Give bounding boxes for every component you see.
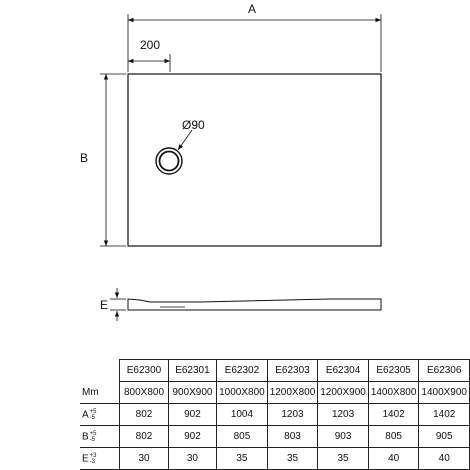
tray-side-profile [128,299,381,310]
table-row [80,426,470,448]
table-size-row-label: Mm [82,386,99,398]
dim-a-label: A [247,2,257,16]
drain-icon [156,148,182,174]
tolerance [90,453,97,465]
table-size-cell: 1200X900 [318,382,369,404]
table-cell: 1402 [419,404,470,426]
table-cell: 805 [217,426,268,448]
table-size-cell: 1000X800 [217,382,268,404]
table-cell: 802 [120,404,168,426]
table-cell: 1203 [318,404,369,426]
table-corner [80,360,120,382]
table-cell: 905 [419,426,470,448]
table-row-label [80,426,120,448]
table-row [80,404,470,426]
table-model-cell: E62305 [368,360,419,382]
dimension-drain-offset [128,38,170,72]
table-size-row [80,382,470,404]
table-model-cell: E62304 [318,360,369,382]
tolerance-upper: +5 [89,430,97,437]
table-cell: 1203 [267,404,318,426]
table-cell: 30 [120,448,168,470]
table-cell: 1402 [368,404,419,426]
table-cell: 802 [120,426,168,448]
table-model-cell: E62302 [217,360,268,382]
table-model-row [80,360,470,382]
table-cell: 803 [267,426,318,448]
table-row-label [80,404,120,426]
dim-drain-offset-label: 200 [139,38,161,52]
table-cell: 30 [168,448,216,470]
dim-b-label: B [79,151,89,165]
table-model-cell: E62303 [267,360,318,382]
table-cell: 902 [168,426,216,448]
table-cell: 1004 [217,404,268,426]
row-label-text: E [82,453,89,465]
row-label-text: A [82,409,89,421]
table-cell: 805 [368,426,419,448]
dimensions-table [80,359,470,470]
table-cell: 35 [318,448,369,470]
tolerance-lower: -3 [89,458,96,465]
table-size-cell: 1400X900 [419,382,470,404]
table-cell: 35 [217,448,268,470]
table-cell: 40 [368,448,419,470]
table-size-cell: 900X900 [168,382,216,404]
dimension-e [100,288,126,321]
table-row-label [80,448,120,470]
table-cell: 35 [267,448,318,470]
tolerance-lower: -5 [89,436,96,443]
dimension-drain-diameter [178,118,205,150]
tolerance [90,409,97,421]
table-cell: 902 [168,404,216,426]
table-size-cell: 1400X800 [368,382,419,404]
tolerance-lower: -5 [89,414,96,421]
tolerance-upper: +3 [89,452,97,459]
tray-outline [128,74,381,246]
table-model-cell: E62300 [120,360,168,382]
dim-drain-diameter-label: Ø90 [182,118,205,132]
table-model-cell: E62306 [419,360,470,382]
table-size-cell: 800X800 [120,382,168,404]
row-label-text: B [82,431,89,443]
tolerance-upper: +5 [89,408,97,415]
table-row [80,448,470,470]
table-model-cell: E62301 [168,360,216,382]
table-cell: 40 [419,448,470,470]
dimension-a [128,2,381,72]
table-cell: 903 [318,426,369,448]
table-size-cell: 1200X800 [267,382,318,404]
dimension-b [80,74,126,246]
tolerance [90,431,97,443]
dim-e-label: E [99,298,109,312]
